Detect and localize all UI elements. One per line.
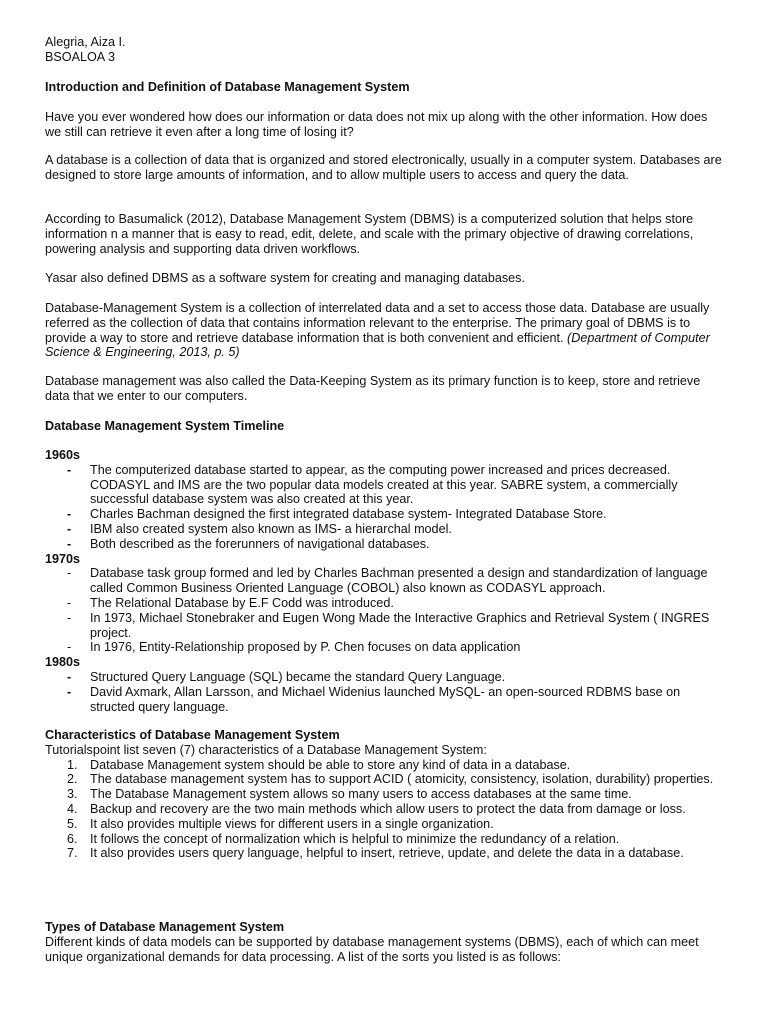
list-item: 6. It follows the concept of normalization which is helpful to minimize the redundancy of a relation. <box>67 831 620 846</box>
document-title: Introduction and Definition of Database Management System <box>45 80 410 94</box>
decade-list-1960s <box>45 463 725 552</box>
list-item: 2. The database management system has to support ACID ( atomicity, consistency, isolation, durability) properties. <box>67 772 714 787</box>
types-section <box>45 920 725 964</box>
list-item: 3. The Database Management system allows so many users to access databases at the same time. <box>67 787 632 802</box>
list-item: - IBM also created system also known as IMS- a hierarchal model. <box>67 521 452 536</box>
author-name: Alegria, Aiza I. <box>45 35 126 49</box>
list-number: 7. <box>67 846 78 861</box>
list-item: - The computerized database started to appear, as the computing power increased and prices decreased. CODASYL and IMS are the two popular data models created at this year. SABRE system, a commercially successful database system was also created at this year. <box>67 462 678 507</box>
author-section: BSOALOA 3 <box>45 49 116 64</box>
decade-label-1970s: 1970s <box>45 551 81 566</box>
types-heading: Types of Database Management System <box>45 920 285 934</box>
bullet-dash-icon: - <box>67 462 72 477</box>
timeline-section <box>45 448 725 714</box>
list-item: 4. Backup and recovery are the two main methods which allow users to protect the data from damage or loss. <box>67 801 686 816</box>
list-number: 1. <box>67 757 78 772</box>
yasar-definition: Yasar also defined DBMS as a software system for creating and managing databases. <box>45 271 525 285</box>
decade-list-1970s <box>45 566 725 655</box>
decade-label-1960s: 1960s <box>45 448 81 462</box>
list-number: 3. <box>67 787 78 802</box>
characteristics-intro: Tutorialspoint list seven (7) characteristics of a Database Management System: <box>45 742 487 757</box>
types-intro: Different kinds of data models can be supported by database management systems (DBMS), each of which can meet unique organizational demands for data processing. A list of the sorts you listed is as follows: <box>45 934 699 964</box>
list-item: 1. Database Management system should be able to store any kind of data in a database. <box>67 757 571 772</box>
list-item: - The Relational Database by E.F Codd was introduced. <box>67 595 394 610</box>
bullet-dash-icon: - <box>67 521 72 536</box>
intro-question: Have you ever wondered how does our information or data does not mix up along with the other information. How does we still can retrieve it even after a long time of losing it? <box>45 110 708 139</box>
basumalick-definition: According to Basumalick (2012), Database Management System (DBMS) is a computerized solution that helps store information n a manner that is easy to read, edit, delete, and scale with the primary objective of drawing correlations, powering analysis and supporting data driven workflows. <box>45 212 694 256</box>
bullet-dash-icon: - <box>67 536 72 551</box>
bullet-dash-icon: - <box>67 684 72 699</box>
list-item: 7. It also provides users query language, helpful to insert, retrieve, update, and delete the data in a database. <box>67 846 684 861</box>
characteristics-section <box>45 728 725 861</box>
bullet-dash-icon: - <box>67 595 72 610</box>
author-block <box>45 35 725 65</box>
bullet-dash-icon: - <box>67 566 72 581</box>
decade-list-1980s <box>45 670 725 714</box>
list-item: - David Axmark, Allan Larsson, and Michael Widenius launched MySQL- an open-sourced RDBMS base on structed query language. <box>67 684 681 714</box>
timeline-heading: Database Management System Timeline <box>45 419 285 433</box>
list-item: - Structured Query Language (SQL) became the standard Query Language. <box>67 669 506 684</box>
database-definition: A database is a collection of data that is organized and stored electronically, usually in a computer system. Databases are designed to store large amounts of information, and to allow multiple users to access and query the data. <box>45 153 722 182</box>
list-number: 2. <box>67 772 78 787</box>
bullet-dash-icon: - <box>67 610 72 625</box>
bullet-dash-icon: - <box>67 669 72 684</box>
dbms-collection-text: Database-Management System is a collection of interrelated data and a set to access those data. Database are usually referred as the collection of data that contains information relevant to the enterprise. The primary goal of DBMS is to provide a way to store and retrieve database information that is both convenient and efficient. <box>45 301 710 345</box>
list-item: - Charles Bachman designed the first integrated database system- Integrated Database Store. <box>67 507 607 522</box>
list-item: - In 1976, Entity-Relationship proposed by P. Chen focuses on data application <box>67 640 521 655</box>
bullet-dash-icon: - <box>67 507 72 522</box>
list-item: - Both described as the forerunners of navigational databases. <box>67 536 430 551</box>
decade-label-1980s: 1980s <box>45 655 81 670</box>
dbms-collection-paragraph <box>45 301 725 360</box>
list-number: 6. <box>67 831 78 846</box>
list-item: - In 1973, Michael Stonebraker and Eugen Wong Made the Interactive Graphics and Retrieval System ( INGRES project. <box>67 610 710 640</box>
bullet-dash-icon: - <box>67 640 72 655</box>
data-keeping-paragraph: Database management was also called the Data-Keeping System as its primary function is to keep, store and retrieve data that we enter to our computers. <box>45 374 701 403</box>
list-number: 4. <box>67 801 78 816</box>
characteristics-list <box>45 758 725 862</box>
list-item: 5. It also provides multiple views for different users in a single organization. <box>67 816 494 831</box>
list-number: 5. <box>67 816 78 831</box>
dbms-citation: (Department of Computer Science & Engineering, 2013, p. 5) <box>45 330 710 360</box>
characteristics-heading: Characteristics of Database Management System <box>45 728 340 742</box>
list-item: - Database task group formed and led by Charles Bachman presented a design and standardization of language called Common Business Oriented Language (COBOL) also known as CODASYL approach. <box>67 566 708 596</box>
